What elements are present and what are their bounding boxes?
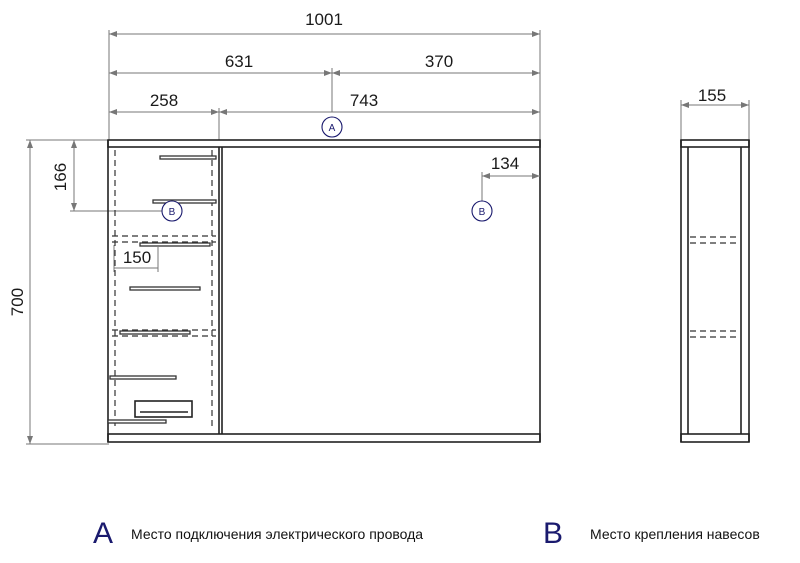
dim-total-width: 1001	[305, 10, 343, 29]
marker-b-left-letter: B	[168, 207, 176, 218]
shelf-3	[140, 243, 210, 246]
shelf-7	[108, 420, 166, 423]
legend-a-letter: A	[92, 517, 114, 550]
legend-b	[543, 517, 760, 550]
shelf-4	[130, 287, 200, 290]
legend-a-text: Место подключения электрического провода	[131, 526, 424, 542]
dim-shelf-depth: 150	[122, 248, 152, 267]
drawer	[135, 401, 192, 417]
marker-b-right-letter: B	[478, 207, 486, 218]
dim-631: 631	[224, 52, 254, 71]
marker-b-right	[472, 201, 492, 221]
dim-depth: 155	[697, 86, 727, 105]
legend-b-letter: B	[542, 517, 564, 550]
shelf-5	[120, 331, 190, 334]
dim-370: 370	[424, 52, 454, 71]
front-view	[108, 140, 540, 442]
dim-top-offset: 166	[51, 162, 70, 192]
marker-a-letter: A	[328, 123, 336, 134]
side-view	[681, 86, 749, 442]
dim-743: 743	[349, 91, 379, 110]
legend-a	[93, 517, 423, 550]
shelf-6	[110, 376, 176, 379]
marker-a-circle	[322, 117, 342, 137]
dim-total-height: 700	[8, 287, 27, 317]
marker-b-left	[162, 201, 182, 221]
shelf-1	[160, 156, 216, 159]
dim-258: 258	[149, 91, 179, 110]
dim-mount-offset: 134	[490, 154, 520, 173]
shelf-2	[153, 200, 216, 203]
legend-b-text: Место крепления навесов	[590, 526, 760, 542]
